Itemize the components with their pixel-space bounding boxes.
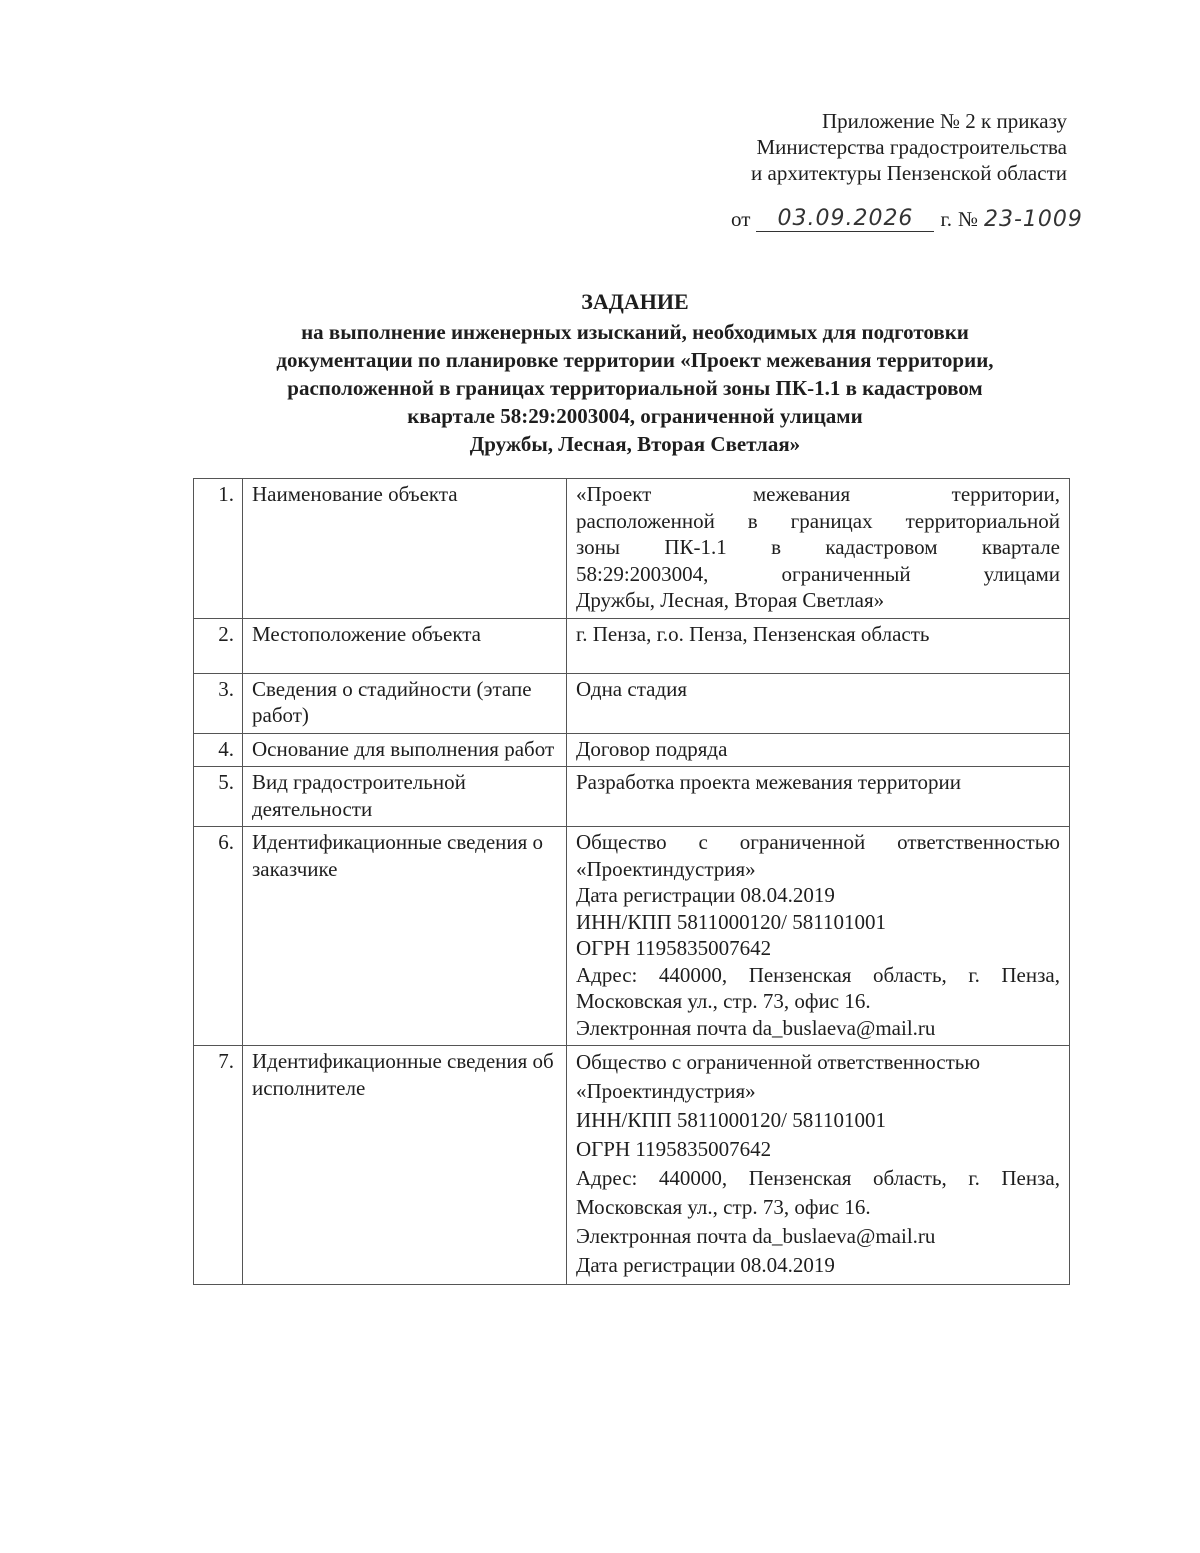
row-name: Сведения о стадийности (этапе работ) <box>243 673 567 733</box>
row-number: 4. <box>194 733 243 767</box>
value-line: Адрес: 440000, Пензенская область, г. Пенза, <box>576 1166 1060 1190</box>
value-line: расположенной в границах территориальной <box>576 508 1060 533</box>
row-value <box>567 733 1070 767</box>
value-line: Дружбы, Лесная, Вторая Светлая» <box>576 588 885 612</box>
table-row <box>194 1046 1070 1285</box>
row-name: Идентификационные сведения о заказчике <box>243 827 567 1046</box>
table-row <box>194 618 1070 673</box>
row-number: 5. <box>194 767 243 827</box>
value-line: Адрес: 440000, Пензенская область, г. Пенза, <box>576 962 1060 987</box>
task-table <box>193 478 1070 1285</box>
row-number: 7. <box>194 1046 243 1285</box>
order-year-suffix: г. <box>940 207 952 231</box>
value-line: «Проектиндустрия» <box>576 856 756 881</box>
appendix-line: Приложение № 2 к приказу <box>822 109 1067 133</box>
value-line: Электронная почта da_buslaeva@mail.ru <box>576 1015 936 1040</box>
table-row <box>194 767 1070 827</box>
table-row <box>194 479 1070 619</box>
row-value <box>567 618 1070 673</box>
value-line: Общество с ограниченной ответственностью <box>576 1050 981 1074</box>
row-name: Местоположение объекта <box>243 618 567 673</box>
value-line: 58:29:2003004, ограниченный улицами <box>576 561 1060 586</box>
value-line: ОГРН 1195835007642 <box>576 1137 772 1161</box>
appendix-line: Министерства градостроительства <box>756 135 1067 159</box>
value-line: Договор подряда <box>576 736 728 761</box>
row-number: 3. <box>194 673 243 733</box>
row-number: 2. <box>194 618 243 673</box>
value-line: г. Пенза, г.о. Пенза, Пензенская область <box>576 621 930 646</box>
row-number: 1. <box>194 479 243 619</box>
title-line: квартале 58:29:2003004, ограниченной улицами <box>407 404 863 428</box>
table-row <box>194 827 1070 1046</box>
value-line: зоны ПК-1.1 в кадастровом квартале <box>576 535 1060 559</box>
value-line: ИНН/КПП 5811000120/ 581101001 <box>576 1108 886 1132</box>
value-line: Московская ул., стр. 73, офис 16. <box>576 989 871 1013</box>
row-value <box>567 767 1070 827</box>
value-line: «Проект межевания территории, <box>576 482 1060 506</box>
row-number: 6. <box>194 827 243 1046</box>
value-line: Одна стадия <box>576 676 688 701</box>
value-line: Разработка проекта межевания территории <box>576 770 962 794</box>
row-value <box>567 1046 1070 1285</box>
appendix-header <box>751 108 1067 186</box>
title-line: Дружбы, Лесная, Вторая Светлая» <box>469 432 801 456</box>
value-line: Электронная почта da_buslaeva@mail.ru <box>576 1224 936 1248</box>
value-line: Дата регистрации 08.04.2019 <box>576 883 835 907</box>
row-name: Наименование объекта <box>243 479 567 619</box>
value-line: Московская ул., стр. 73, офис 16. <box>576 1195 871 1219</box>
row-name: Вид градостроительной деятельности <box>243 767 567 827</box>
order-from-label: от <box>731 207 751 231</box>
title-line: документации по планировке территории «Проект межевания территории, <box>276 348 994 372</box>
title-line: на выполнение инженерных изысканий, необходимых для подготовки <box>301 320 969 344</box>
value-line: Общество с ограниченной ответственностью <box>576 830 1060 854</box>
row-name: Идентификационные сведения об исполнителе <box>243 1046 567 1285</box>
row-value <box>567 827 1070 1046</box>
title-main: ЗАДАНИЕ <box>581 289 689 314</box>
order-reference <box>731 206 1083 232</box>
title-line: расположенной в границах территориальной зоны ПК-1.1 в кадастровом <box>287 376 983 400</box>
value-line: Дата регистрации 08.04.2019 <box>576 1253 835 1277</box>
value-line: ОГРН 1195835007642 <box>576 936 772 960</box>
row-value <box>567 479 1070 619</box>
order-number-value: 23-1009 <box>984 207 1083 232</box>
table-row <box>194 673 1070 733</box>
order-date-value: 03.09.2026 <box>756 206 934 232</box>
row-value <box>567 673 1070 733</box>
row-name: Основание для выполнения работ <box>243 733 567 767</box>
value-line: «Проектиндустрия» <box>576 1079 756 1103</box>
appendix-line: и архитектуры Пензенской области <box>751 161 1067 185</box>
order-number-label: № <box>957 207 978 231</box>
document-title <box>160 288 1110 458</box>
value-line: ИНН/КПП 5811000120/ 581101001 <box>576 909 886 934</box>
table-row <box>194 733 1070 767</box>
